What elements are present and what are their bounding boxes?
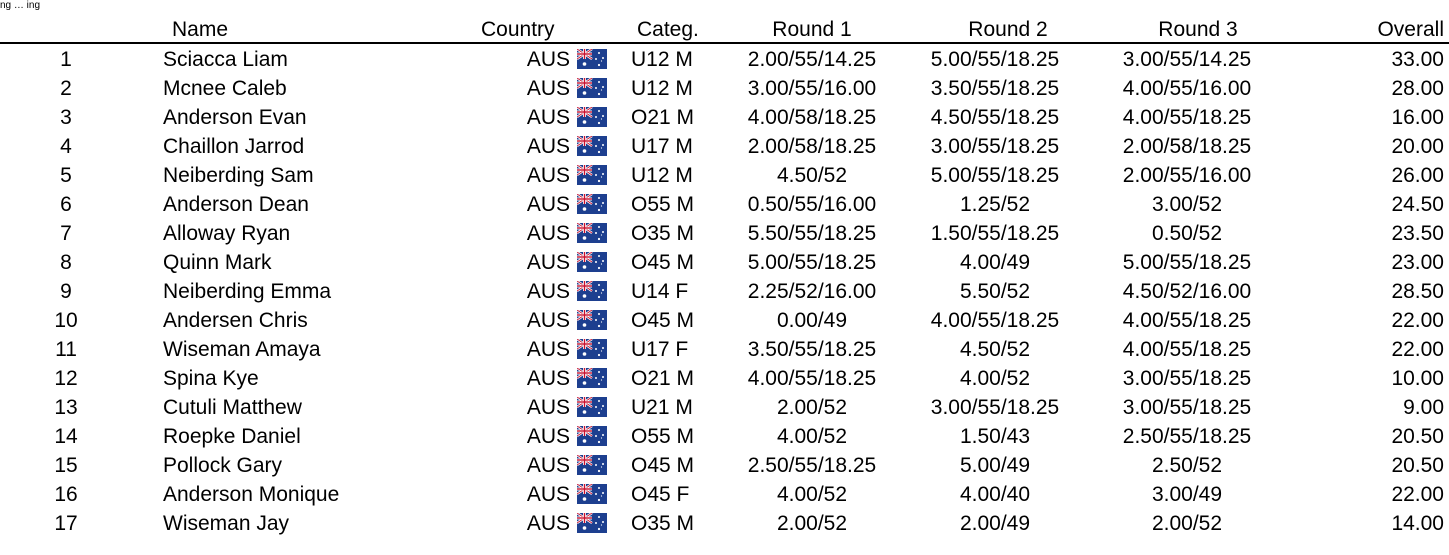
australia-flag-icon <box>577 222 607 242</box>
rank-cell: 7 <box>60 222 72 245</box>
round-1-cell: 5.00/55/18.25 <box>747 251 877 274</box>
country-cell: AUS <box>526 77 570 100</box>
header-divider <box>0 42 1449 44</box>
round-2-cell: 5.00/49 <box>959 454 1031 477</box>
table-row <box>0 393 1449 422</box>
australia-flag-icon <box>577 251 607 271</box>
table-row <box>0 451 1449 480</box>
round-3-cell: 4.00/55/18.25 <box>1122 338 1252 361</box>
overall-cell: 22.00 <box>1391 483 1444 506</box>
round-3-cell: 5.00/55/18.25 <box>1122 251 1252 274</box>
rank-cell: 15 <box>54 454 78 477</box>
overall-cell: 22.00 <box>1391 338 1444 361</box>
round-2-cell: 4.00/52 <box>959 367 1031 390</box>
round-3-cell: 3.00/52 <box>1151 193 1223 216</box>
name-cell: Pollock Gary <box>163 454 283 477</box>
table-row <box>0 306 1449 335</box>
round-2-cell: 1.25/52 <box>959 193 1031 216</box>
country-cell: AUS <box>526 396 570 419</box>
category-cell: O45 M <box>631 309 695 332</box>
name-cell: Anderson Monique <box>163 483 340 506</box>
category-cell: U12 M <box>631 164 693 187</box>
name-cell: Quinn Mark <box>163 251 272 274</box>
overall-cell: 20.00 <box>1391 135 1444 158</box>
round-2-cell: 4.50/52 <box>959 338 1031 361</box>
rank-cell: 9 <box>60 280 72 303</box>
round-1-cell: 3.00/55/16.00 <box>747 77 877 100</box>
round-2-cell: 3.50/55/18.25 <box>930 77 1060 100</box>
overall-cell: 22.00 <box>1391 309 1444 332</box>
table-row <box>0 132 1449 161</box>
round-2-cell: 4.00/49 <box>959 251 1031 274</box>
table-row <box>0 364 1449 393</box>
round-2-cell: 5.50/52 <box>959 280 1031 303</box>
overall-cell: 28.00 <box>1391 77 1444 100</box>
australia-flag-icon <box>577 454 607 474</box>
rank-cell: 8 <box>60 251 72 274</box>
australia-flag-icon <box>577 48 607 68</box>
round-2-cell: 3.00/55/18.25 <box>930 135 1060 158</box>
australia-flag-icon <box>577 77 607 97</box>
round-2-cell: 1.50/55/18.25 <box>930 222 1060 245</box>
country-cell: AUS <box>526 251 570 274</box>
category-cell: U17 M <box>631 135 693 158</box>
rank-cell: 14 <box>54 425 78 448</box>
round-3-cell: 2.00/58/18.25 <box>1122 135 1252 158</box>
name-cell: Alloway Ryan <box>163 222 291 245</box>
header-category: Categ. <box>637 18 699 41</box>
rank-cell: 10 <box>54 309 78 332</box>
country-cell: AUS <box>526 135 570 158</box>
round-1-cell: 0.00/49 <box>776 309 848 332</box>
round-3-cell: 4.00/55/18.25 <box>1122 309 1252 332</box>
overall-cell: 20.50 <box>1391 425 1444 448</box>
overall-cell: 26.00 <box>1391 164 1444 187</box>
round-3-cell: 4.00/55/16.00 <box>1122 77 1252 100</box>
round-1-cell: 4.00/52 <box>776 425 848 448</box>
name-cell: Spina Kye <box>163 367 259 390</box>
overall-cell: 28.50 <box>1391 280 1444 303</box>
category-cell: U14 F <box>631 280 689 303</box>
category-cell: U21 M <box>631 396 693 419</box>
round-1-cell: 0.50/55/16.00 <box>747 193 877 216</box>
table-row <box>0 74 1449 103</box>
australia-flag-icon <box>577 367 607 387</box>
name-cell: Roepke Daniel <box>163 425 301 448</box>
rank-cell: 6 <box>60 193 72 216</box>
round-1-cell: 2.00/52 <box>776 512 848 535</box>
overall-cell: 10.00 <box>1391 367 1444 390</box>
rank-cell: 13 <box>54 396 78 419</box>
category-cell: O35 M <box>631 222 695 245</box>
table-row <box>0 422 1449 451</box>
round-2-cell: 4.00/40 <box>959 483 1031 506</box>
round-3-cell: 2.00/55/16.00 <box>1122 164 1252 187</box>
round-3-cell: 4.00/55/18.25 <box>1122 106 1252 129</box>
country-cell: AUS <box>526 338 570 361</box>
round-2-cell: 4.50/55/18.25 <box>930 106 1060 129</box>
table-row <box>0 45 1449 74</box>
australia-flag-icon <box>577 512 607 532</box>
round-1-cell: 2.25/52/16.00 <box>747 280 877 303</box>
header-round-3: Round 3 <box>1158 18 1238 41</box>
overall-cell: 23.00 <box>1391 251 1444 274</box>
round-1-cell: 2.50/55/18.25 <box>747 454 877 477</box>
category-cell: O21 M <box>631 106 695 129</box>
table-row <box>0 219 1449 248</box>
round-1-cell: 2.00/58/18.25 <box>747 135 877 158</box>
country-cell: AUS <box>526 425 570 448</box>
country-cell: AUS <box>526 367 570 390</box>
rank-cell: 16 <box>54 483 78 506</box>
table-row <box>0 103 1449 132</box>
category-cell: O45 M <box>631 454 695 477</box>
round-1-cell: 2.00/55/14.25 <box>747 48 877 71</box>
country-cell: AUS <box>526 222 570 245</box>
table-row <box>0 277 1449 306</box>
top-note: ng … ing <box>0 0 41 11</box>
table-row <box>0 509 1449 538</box>
round-3-cell: 3.00/55/18.25 <box>1122 396 1252 419</box>
rank-cell: 2 <box>60 77 72 100</box>
overall-cell: 24.50 <box>1391 193 1444 216</box>
round-3-cell: 3.00/49 <box>1151 483 1223 506</box>
round-3-cell: 2.50/52 <box>1151 454 1223 477</box>
name-cell: Anderson Dean <box>163 193 309 216</box>
rank-cell: 5 <box>60 164 72 187</box>
table-row <box>0 190 1449 219</box>
name-cell: Sciacca Liam <box>163 48 288 71</box>
round-1-cell: 4.00/55/18.25 <box>747 367 877 390</box>
category-cell: U12 M <box>631 77 693 100</box>
round-3-cell: 3.00/55/14.25 <box>1122 48 1252 71</box>
country-cell: AUS <box>526 106 570 129</box>
round-3-cell: 4.50/52/16.00 <box>1122 280 1252 303</box>
country-cell: AUS <box>526 454 570 477</box>
overall-cell: 14.00 <box>1391 512 1444 535</box>
rank-cell: 4 <box>60 135 72 158</box>
name-cell: Neiberding Sam <box>163 164 314 187</box>
category-cell: U12 M <box>631 48 693 71</box>
table-header <box>0 18 1449 42</box>
round-1-cell: 2.00/52 <box>776 396 848 419</box>
rank-cell: 11 <box>55 338 77 361</box>
name-cell: Wiseman Amaya <box>163 338 321 361</box>
australia-flag-icon <box>577 309 607 329</box>
country-cell: AUS <box>526 512 570 535</box>
category-cell: O45 F <box>631 483 690 506</box>
round-2-cell: 4.00/55/18.25 <box>930 309 1060 332</box>
country-cell: AUS <box>526 309 570 332</box>
round-2-cell: 3.00/55/18.25 <box>930 396 1060 419</box>
overall-cell: 23.50 <box>1391 222 1444 245</box>
name-cell: Cutuli Matthew <box>163 396 302 419</box>
round-3-cell: 0.50/52 <box>1151 222 1223 245</box>
category-cell: O45 M <box>631 251 695 274</box>
rank-cell: 3 <box>60 106 72 129</box>
australia-flag-icon <box>577 135 607 155</box>
round-3-cell: 2.50/55/18.25 <box>1122 425 1252 448</box>
name-cell: Wiseman Jay <box>163 512 290 535</box>
header-round-2: Round 2 <box>968 18 1048 41</box>
table-row <box>0 480 1449 509</box>
overall-cell: 16.00 <box>1391 106 1444 129</box>
header-country: Country <box>481 18 555 41</box>
name-cell: Mcnee Caleb <box>163 77 287 100</box>
round-2-cell: 2.00/49 <box>959 512 1031 535</box>
australia-flag-icon <box>577 280 607 300</box>
category-cell: U17 F <box>631 338 689 361</box>
category-cell: O55 M <box>631 425 695 448</box>
rank-cell: 17 <box>54 512 78 535</box>
overall-cell: 33.00 <box>1391 48 1444 71</box>
country-cell: AUS <box>526 193 570 216</box>
country-cell: AUS <box>526 48 570 71</box>
table-row <box>0 335 1449 364</box>
table-row <box>0 161 1449 190</box>
australia-flag-icon <box>577 338 607 358</box>
australia-flag-icon <box>577 483 607 503</box>
australia-flag-icon <box>577 106 607 126</box>
australia-flag-icon <box>577 193 607 213</box>
round-2-cell: 5.00/55/18.25 <box>930 164 1060 187</box>
header-round-1: Round 1 <box>772 18 852 41</box>
round-1-cell: 3.50/55/18.25 <box>747 338 877 361</box>
header-overall: Overall <box>1377 18 1444 41</box>
round-1-cell: 4.00/58/18.25 <box>747 106 877 129</box>
round-1-cell: 5.50/55/18.25 <box>747 222 877 245</box>
country-cell: AUS <box>526 164 570 187</box>
overall-cell: 20.50 <box>1391 454 1444 477</box>
category-cell: O35 M <box>631 512 695 535</box>
category-cell: O21 M <box>631 367 695 390</box>
country-cell: AUS <box>526 280 570 303</box>
table-row <box>0 248 1449 277</box>
rank-cell: 12 <box>54 367 78 390</box>
australia-flag-icon <box>577 425 607 445</box>
round-2-cell: 1.50/43 <box>959 425 1031 448</box>
category-cell: O55 M <box>631 193 695 216</box>
australia-flag-icon <box>577 164 607 184</box>
name-cell: Neiberding Emma <box>163 280 332 303</box>
round-1-cell: 4.00/52 <box>776 483 848 506</box>
name-cell: Chaillon Jarrod <box>163 135 305 158</box>
country-cell: AUS <box>526 483 570 506</box>
rank-cell: 1 <box>60 48 72 71</box>
overall-cell: 9.00 <box>1403 396 1444 419</box>
header-name: Name <box>172 18 229 41</box>
round-2-cell: 5.00/55/18.25 <box>930 48 1060 71</box>
australia-flag-icon <box>577 396 607 416</box>
round-3-cell: 2.00/52 <box>1151 512 1223 535</box>
round-1-cell: 4.50/52 <box>776 164 848 187</box>
name-cell: Andersen Chris <box>163 309 308 332</box>
round-3-cell: 3.00/55/18.25 <box>1122 367 1252 390</box>
name-cell: Anderson Evan <box>163 106 307 129</box>
